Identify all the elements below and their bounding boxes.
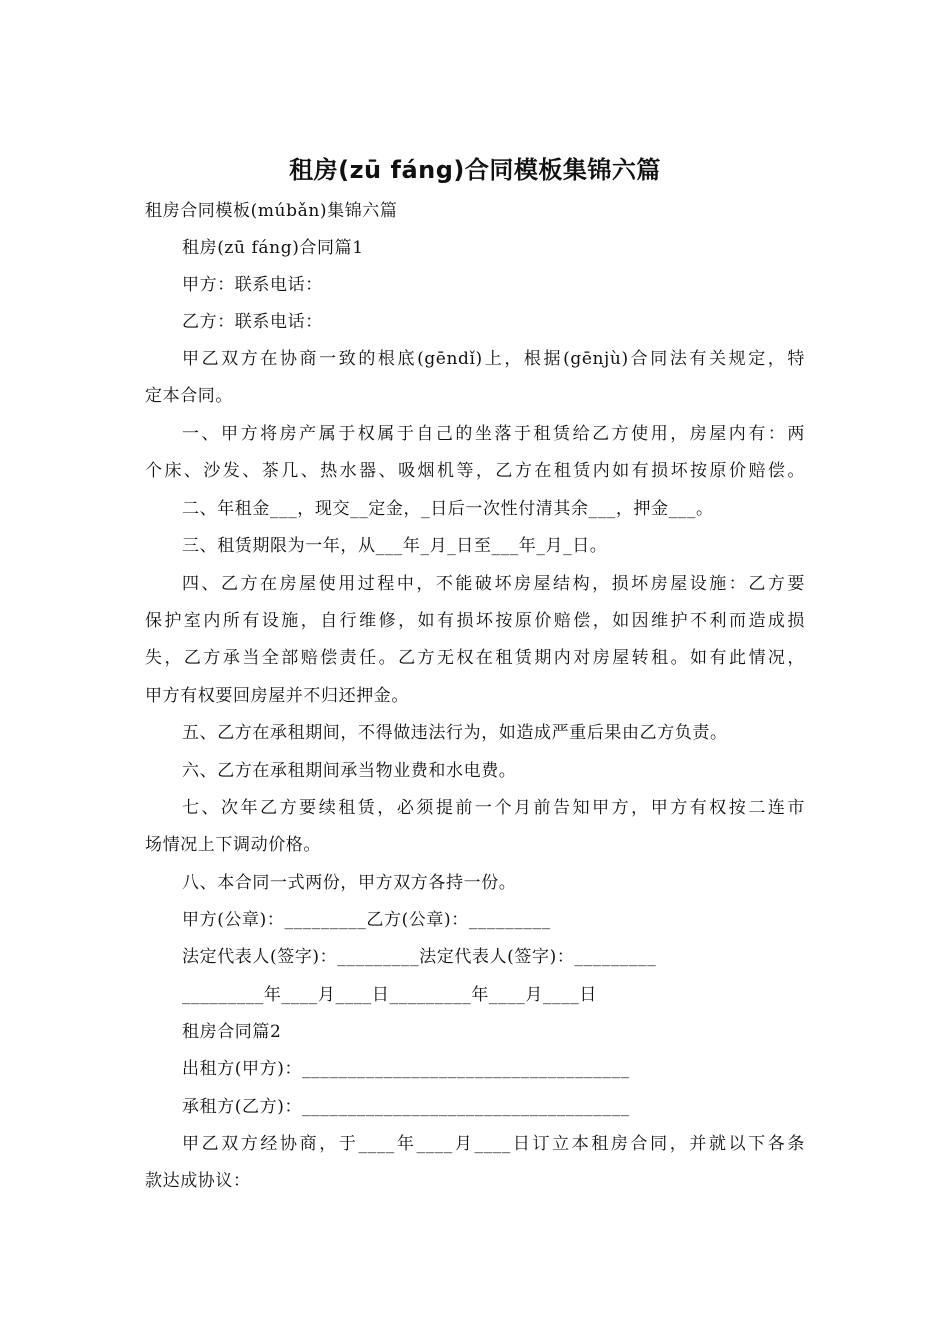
paragraph-line: 甲乙双方在协商一致的根底(gēndǐ)上，根据(gēnjù)合同法有关规定，特 [182, 349, 805, 369]
paragraph-line: 保护室内所有设施，自行维修，如有损坏按原价赔偿，如因维护不利而造成损 [145, 611, 805, 631]
lessor-line: 出租方(甲方)：____________________________________ [182, 1059, 630, 1079]
paragraph-line: 八、本合同一式两份，甲方双方各持一份。 [182, 873, 517, 893]
paragraph-line: 四、乙方在房屋使用过程中，不能破坏房屋结构，损坏房屋设施：乙方要 [182, 574, 805, 594]
subtitle-line: 租房合同模板(múbǎn)集锦六篇 [145, 201, 398, 221]
document-title: 租房(zū fáng)合同模板集锦六篇 [289, 156, 661, 184]
paragraph-line: 失，乙方承当全部赔偿责任。乙方无权在租赁期内对房屋转租。如有此情况， [145, 648, 805, 668]
party-b-line: 乙方：联系电话： [182, 312, 323, 332]
paragraph-line: 个床、沙发、茶几、热水器、吸烟机等，乙方在租赁内如有损坏按原价赔偿。 [145, 461, 805, 481]
lessee-line: 承租方(乙方)：____________________________________ [182, 1097, 630, 1117]
paragraph-line: 甲方有权要回房屋并不归还押金。 [145, 686, 409, 706]
section-heading-1: 租房(zū fáng)合同篇1 [182, 238, 364, 258]
paragraph-line: 款达成协议： [145, 1171, 251, 1191]
paragraph-line: 定本合同。 [145, 386, 233, 406]
paragraph-line: 甲乙双方经协商，于____年____月____日订立本租房合同，并就以下各条 [182, 1134, 805, 1154]
party-a-line: 甲方：联系电话： [182, 275, 323, 295]
paragraph-line: 五、乙方在承租期间，不得做违法行为，如造成严重后果由乙方负责。 [182, 723, 728, 743]
paragraph-line: 场情况上下调动价格。 [145, 835, 321, 855]
paragraph-line: 一、甲方将房产属于权属于自己的坐落于租赁给乙方使用，房屋内有：两 [182, 424, 805, 444]
paragraph-line: 六、乙方在承租期间承当物业费和水电费。 [182, 761, 517, 781]
signature-line: 法定代表人(签字)：_________法定代表人(签字)：_________ [182, 947, 657, 967]
section-heading-2: 租房合同篇2 [182, 1022, 282, 1042]
paragraph-line: 二、年租金___，现交__定金，_日后一次性付清其余___，押金___。 [182, 499, 714, 519]
seal-line: 甲方(公章)：_________乙方(公章)：_________ [182, 910, 551, 930]
date-line: _________年____月____日_________年____月____日 [182, 985, 597, 1005]
paragraph-line: 三、租赁期限为一年，从___年_月_日至___年_月_日。 [182, 536, 608, 556]
paragraph-line: 七、次年乙方要续租赁，必须提前一个月前告知甲方，甲方有权按二连市 [182, 798, 805, 818]
